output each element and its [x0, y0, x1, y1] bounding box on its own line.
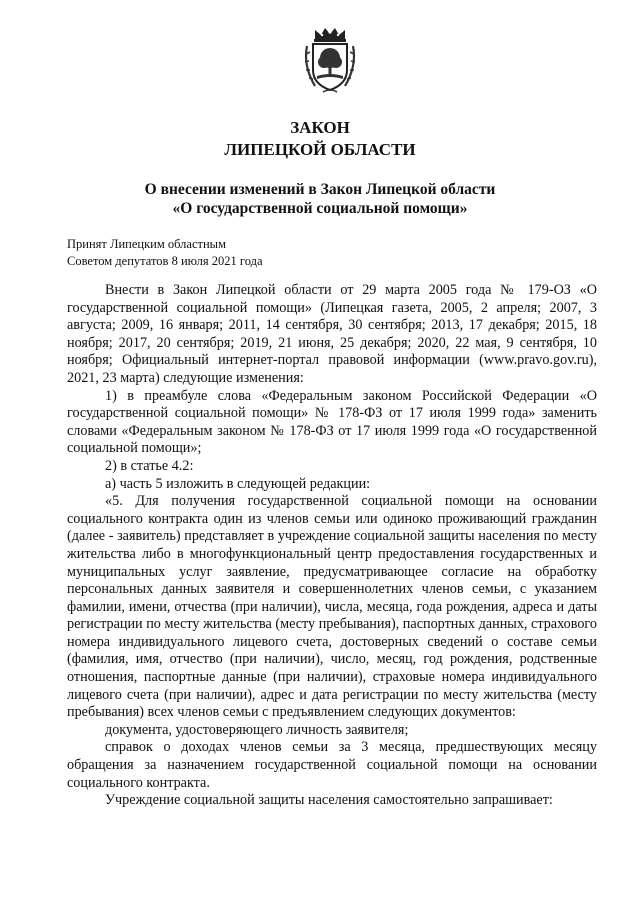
- subtitle-line-2: «О государственной социальной помощи»: [172, 200, 468, 217]
- paragraph-intro: Внести в Закон Липецкой области от 29 марта 2005 года № 179-ОЗ «О государственной социальной помощи» (Липецкая газета, 2005, 2 апреля; 2007, 3 августа; 2009, 16 января; 2011, 14 сентября, 30 сентября; 2013, 17 декабря; 2015, 18 ноября; 2017, 20 сентября; 2019, 21 июня, 25 декабря; 2020, 22 мая, 9 сентября, 10 ноября; Официальный интернет-портал правовой информации (www.pravo.gov.ru), 2021, 23 марта) следующие изменения:: [67, 282, 597, 386]
- subtitle-line-1: О внесении изменений в Закон Липецкой области: [144, 181, 496, 198]
- paragraph-requests: Учреждение социальной защиты населения самостоятельно запрашивает:: [105, 792, 553, 809]
- paragraph-income-certificates: справок о доходах членов семьи за 3 месяца, предшествующих месяцу обращения за назначением государственной социальной помощи на основании социального контракта.: [67, 739, 597, 791]
- region-title: ЛИПЕЦКОЙ ОБЛАСТИ: [224, 140, 416, 159]
- adoption-line-1: Принят Липецким областным: [67, 237, 226, 251]
- adoption-line-2: Советом депутатов 8 июля 2021 года: [67, 254, 263, 268]
- law-body: [67, 282, 597, 810]
- paragraph-part-5: «5. Для получения государственной социальной помощи на основании социального контракта один из членов семьи или одиноко проживающий гражданин (далее - заявитель) представляет в учреждение социальной защиты населения по месту жительства либо в многофункциональный центр предоставления государственных и муниципальных услуг заявление, предусматривающее согласие на обработку персональных данных заявителя и совершеннолетних членов семьи, с указанием фамилии, имени, отчества (при наличии), числа, месяца, года рождения, адреса и даты регистрации по месту жительства (месту пребывания), паспортных данных, страхового номера индивидуального лицевого счета, достоверных сведений о составе семьи (фамилия, имя, отчество (при наличии), число, месяц, год рождения, родственные отношения, паспортные данные (при наличии), страховые номера индивидуального лицевого счета (при наличии), адрес и дата регистрации по месту жительства (месту пребывания) всех членов семьи с предъявлением следующих документов:: [67, 493, 597, 721]
- adoption-note: [67, 236, 263, 270]
- paragraph-subpoint-a: а) часть 5 изложить в следующей редакции:: [105, 475, 371, 492]
- coat-of-arms-emblem: [301, 26, 359, 94]
- paragraph-document-id: документа, удостоверяющего личность заявителя;: [105, 721, 409, 738]
- paragraph-amendment-1: 1) в преамбуле слова «Федеральным законом Российской Федерации «О государственной социальной помощи» № 178-ФЗ от 17 июля 1999 года» заменить словами «Федеральным законом № 178-ФЗ от 17 июля 1999 года «О государственной социальной помощи»;: [67, 387, 597, 457]
- law-title: ЗАКОН: [290, 118, 350, 137]
- law-subtitle: [0, 180, 640, 218]
- paragraph-amendment-2: 2) в статье 4.2:: [105, 457, 194, 474]
